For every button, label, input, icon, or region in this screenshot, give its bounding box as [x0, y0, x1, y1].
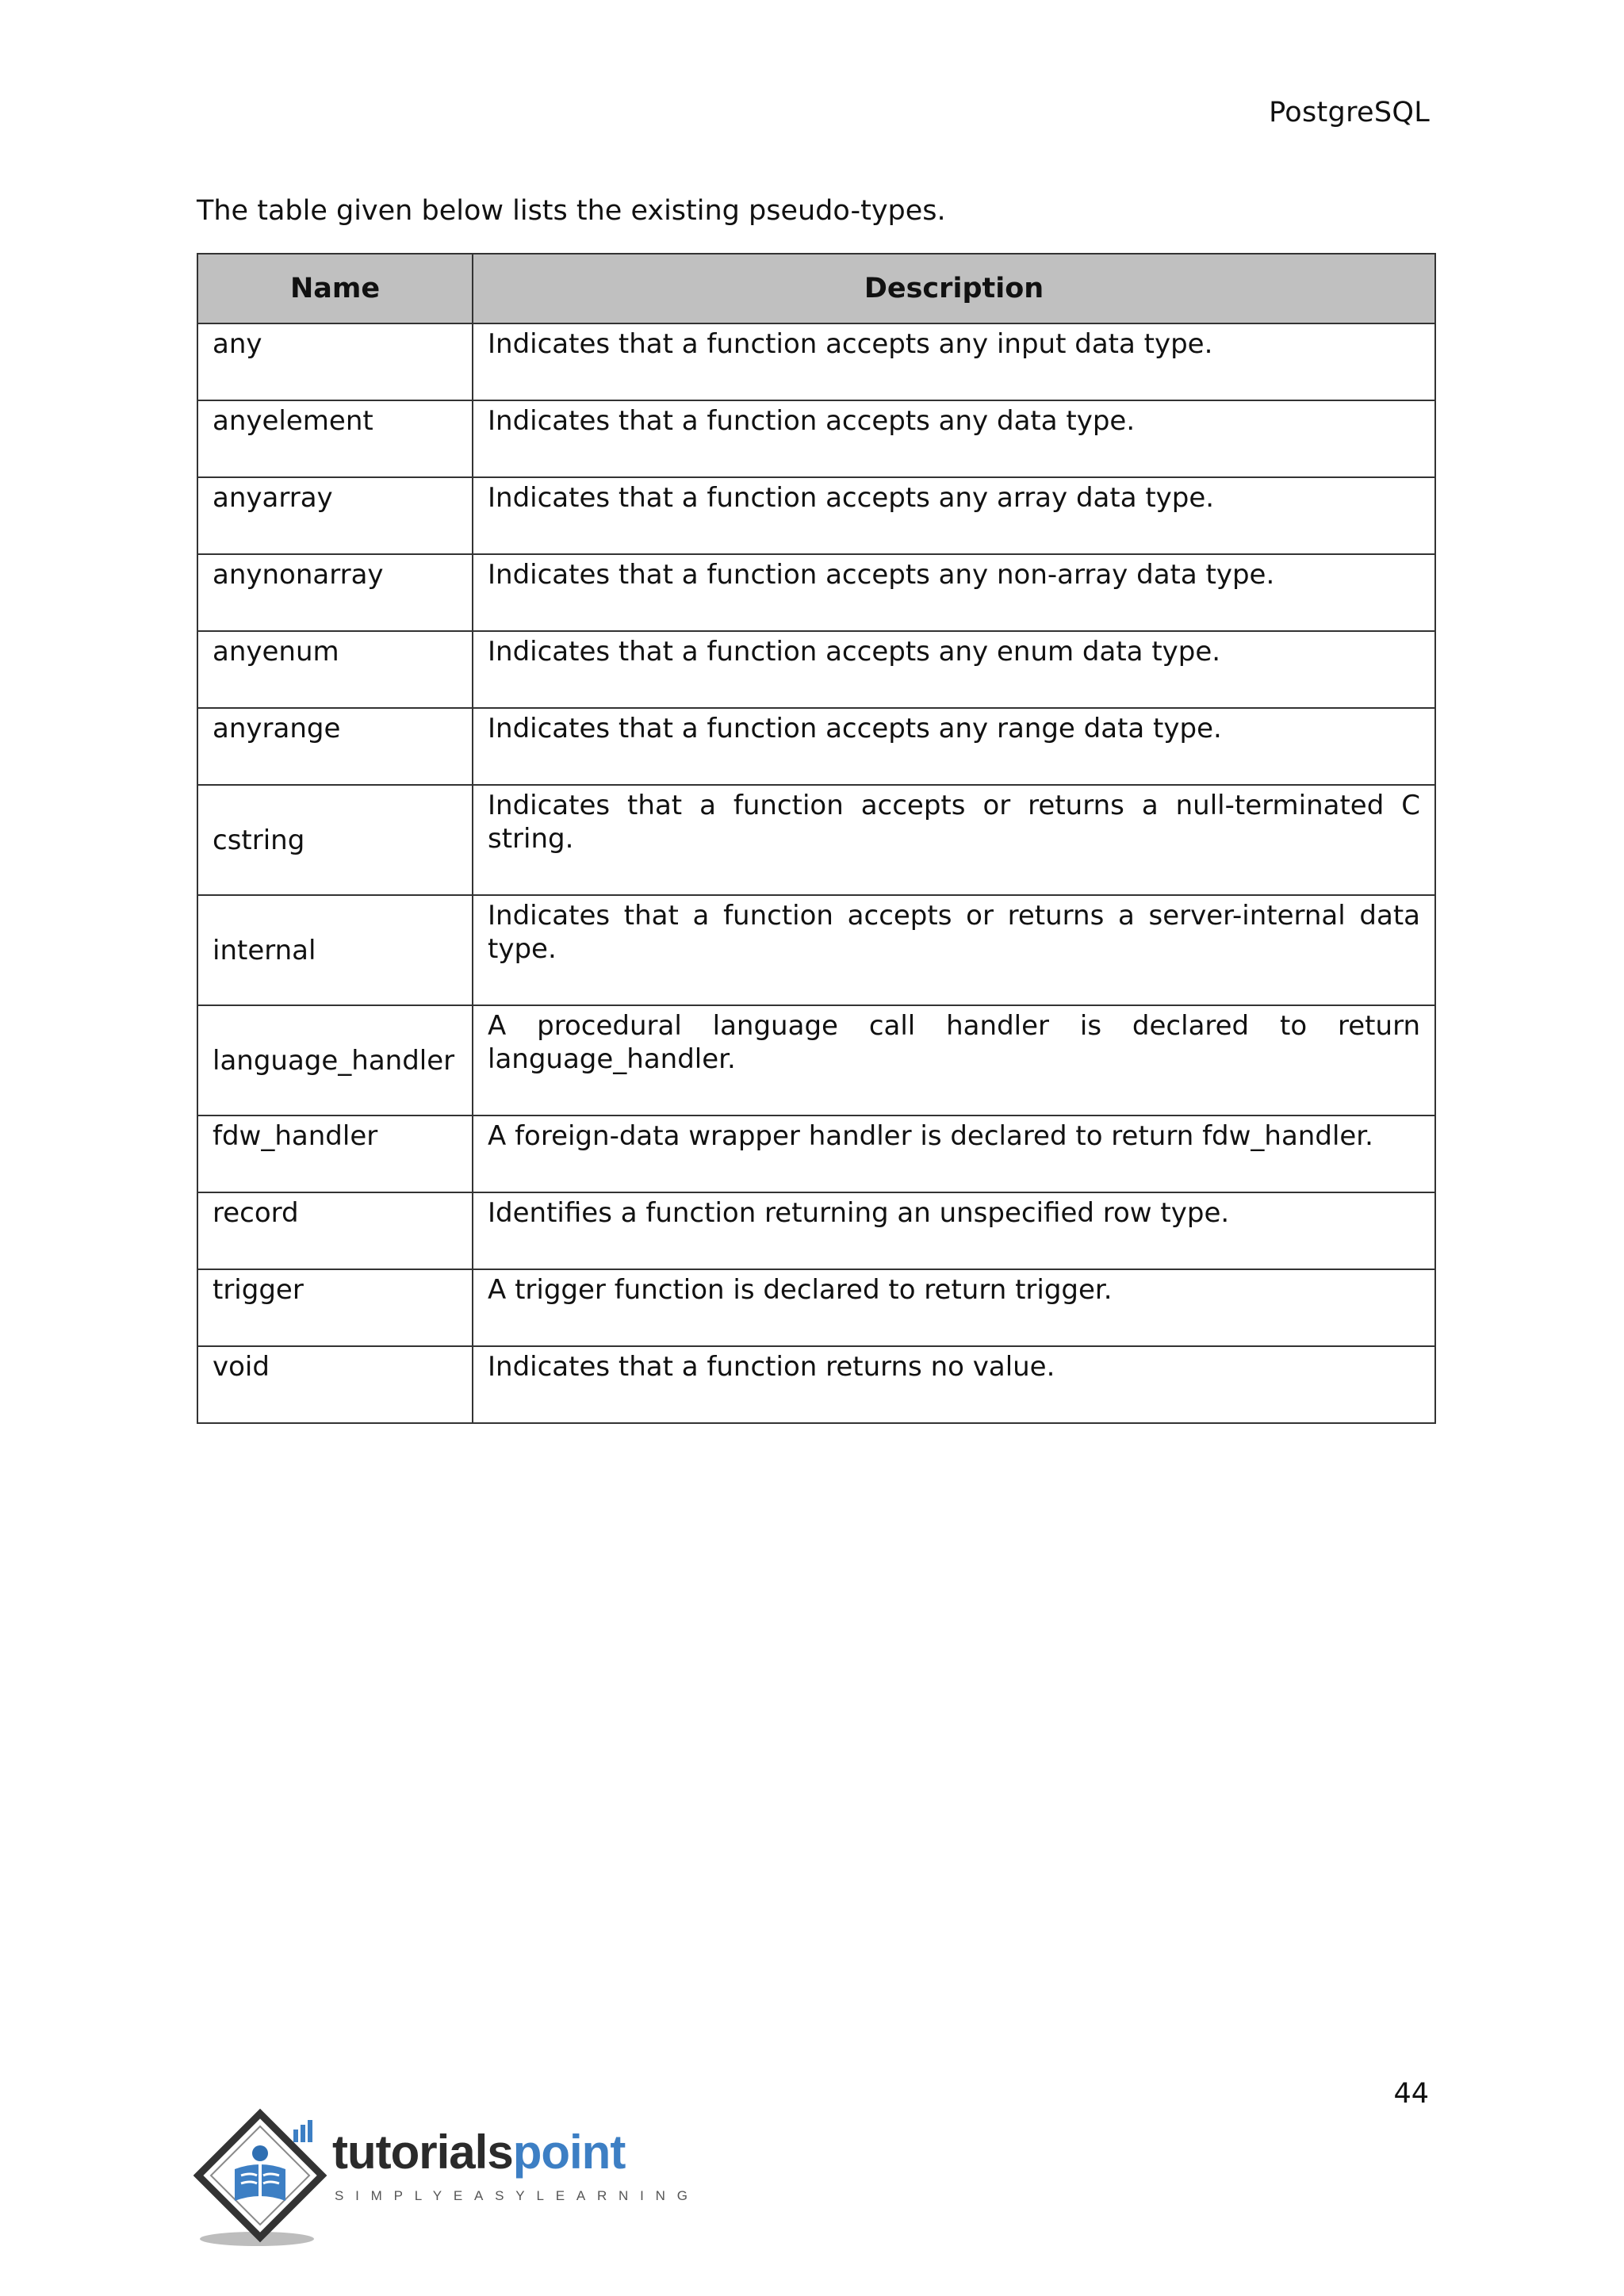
logo-wordmark [332, 2125, 625, 2179]
type-description-cell: Indicates that a function accepts any array data type. [473, 477, 1435, 554]
type-name-cell: anyarray [197, 477, 473, 554]
type-description-cell: Identifies a function returning an unspecified row type. [473, 1192, 1435, 1269]
table-row [197, 1115, 1435, 1192]
type-name-cell: anynonarray [197, 554, 473, 631]
table-row [197, 400, 1435, 477]
type-description-cell: A trigger function is declared to return trigger. [473, 1269, 1435, 1346]
table-row [197, 708, 1435, 785]
type-name-cell: trigger [197, 1269, 473, 1346]
table-row [197, 1005, 1435, 1115]
table-header-row [197, 254, 1435, 323]
type-description-cell: A procedural language call handler is declared to return language_handler. [473, 1005, 1435, 1115]
type-description-cell: Indicates that a function accepts any data type. [473, 400, 1435, 477]
type-description-cell: Indicates that a function accepts any input data type. [473, 323, 1435, 400]
type-name-cell: anyelement [197, 400, 473, 477]
tutorialspoint-diamond-logo-icon [193, 2107, 336, 2250]
pseudo-types-table [197, 253, 1436, 1424]
logo-word-main: tutorials [332, 2126, 513, 2179]
type-name-cell: cstring [197, 785, 473, 895]
running-header-title: PostgreSQL [1269, 97, 1430, 128]
type-description-cell: Indicates that a function accepts or returns a server-internal data type. [473, 895, 1435, 1005]
column-header-description: Description [473, 254, 1435, 323]
type-name-cell: language_handler [197, 1005, 473, 1115]
table-row [197, 1269, 1435, 1346]
table-row [197, 785, 1435, 895]
type-name-cell: void [197, 1346, 473, 1423]
intro-paragraph: The table given below lists the existing pseudo-types. [197, 195, 946, 227]
table-row [197, 1346, 1435, 1423]
type-description-cell: Indicates that a function accepts any range data type. [473, 708, 1435, 785]
type-description-cell: Indicates that a function accepts any non-array data type. [473, 554, 1435, 631]
table-row [197, 477, 1435, 554]
table-row [197, 554, 1435, 631]
type-description-cell: A foreign-data wrapper handler is declared to return fdw_handler. [473, 1115, 1435, 1192]
column-header-name: Name [197, 254, 473, 323]
table-row [197, 631, 1435, 708]
type-description-cell: Indicates that a function accepts any enum data type. [473, 631, 1435, 708]
type-name-cell: record [197, 1192, 473, 1269]
type-description-cell: Indicates that a function accepts or returns a null-terminated C string. [473, 785, 1435, 895]
type-name-cell: fdw_handler [197, 1115, 473, 1192]
table-row [197, 323, 1435, 400]
table-row [197, 1192, 1435, 1269]
type-description-cell: Indicates that a function returns no value. [473, 1346, 1435, 1423]
type-name-cell: anyenum [197, 631, 473, 708]
logo-tagline: SIMPLYEASYLEARNING [335, 2188, 699, 2203]
logo-word-accent: point [512, 2126, 626, 2179]
type-name-cell: any [197, 323, 473, 400]
table-row [197, 895, 1435, 1005]
type-name-cell: internal [197, 895, 473, 1005]
page-number: 44 [1393, 2078, 1429, 2110]
type-name-cell: anyrange [197, 708, 473, 785]
tutorialspoint-logo [193, 2107, 699, 2250]
